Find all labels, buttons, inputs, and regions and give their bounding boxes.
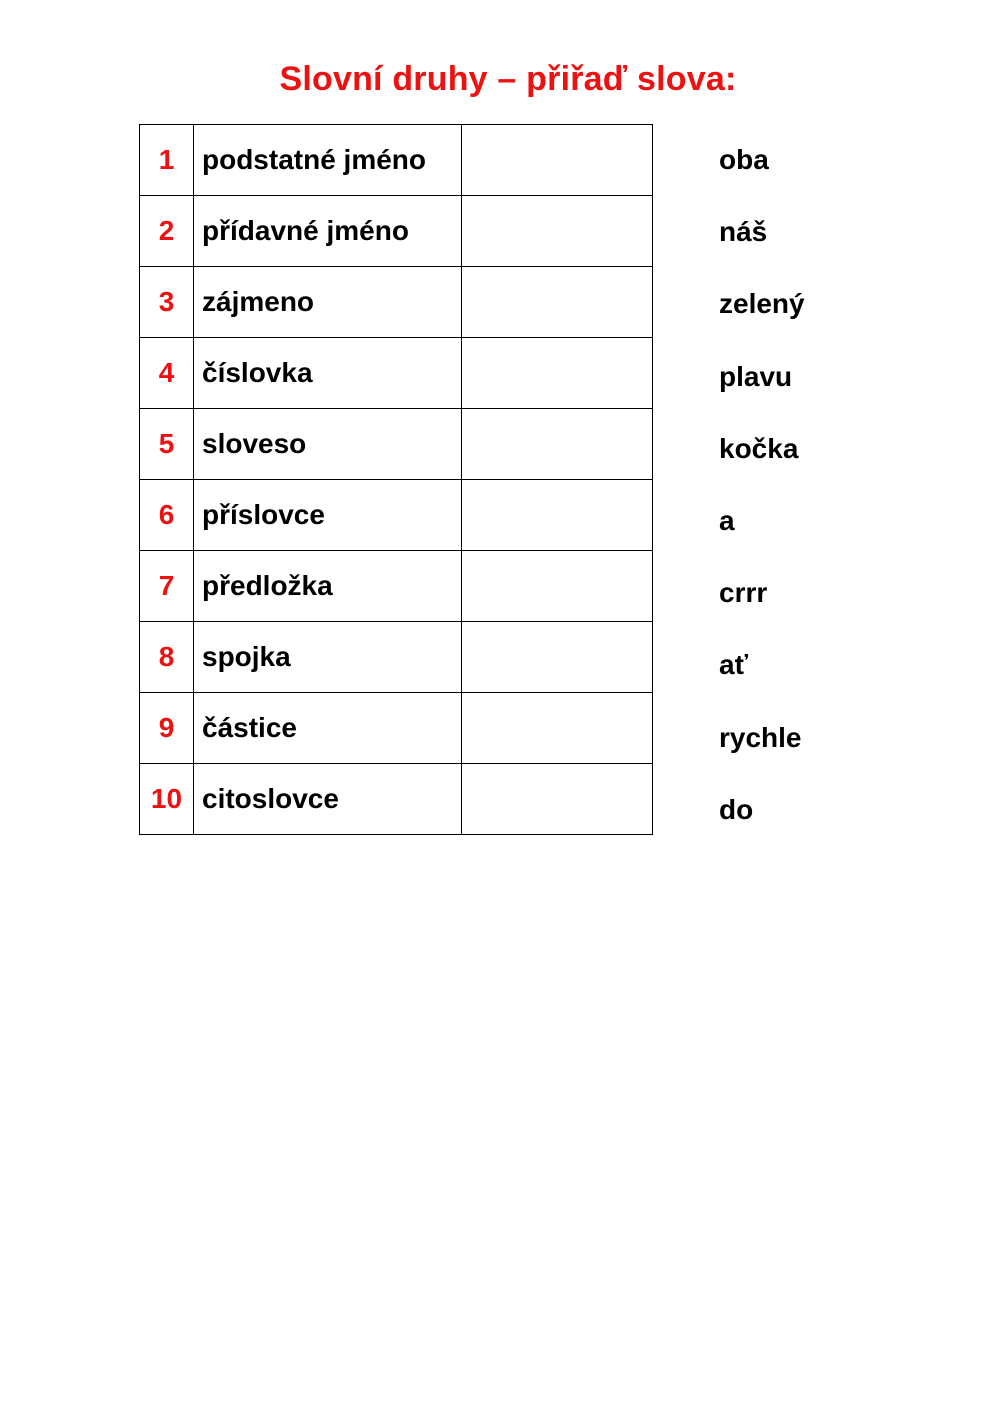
table-row [140, 409, 653, 480]
table-row [140, 480, 653, 551]
worksheet-title: Slovní druhy – přiřaď slova: [279, 60, 737, 98]
draggable-word[interactable]: crrr [719, 577, 768, 609]
row-number: 8 [140, 622, 194, 693]
row-number: 7 [140, 551, 194, 622]
table-row [140, 551, 653, 622]
draggable-word[interactable]: kočka [719, 432, 799, 464]
word-class-term: příslovce [194, 480, 462, 551]
answer-drop-cell[interactable] [462, 622, 653, 693]
answer-drop-cell[interactable] [462, 764, 653, 835]
answer-drop-cell[interactable] [462, 196, 653, 267]
word-class-term: sloveso [194, 409, 462, 480]
answer-drop-cell[interactable] [462, 125, 653, 196]
table-row [140, 622, 653, 693]
word-class-term: předložka [194, 551, 462, 622]
table-row [140, 338, 653, 409]
row-number: 4 [140, 338, 194, 409]
answer-drop-cell[interactable] [462, 267, 653, 338]
answer-drop-cell[interactable] [462, 480, 653, 551]
word-class-term: podstatné jméno [194, 125, 462, 196]
table-row [140, 125, 653, 196]
row-number: 9 [140, 693, 194, 764]
answer-drop-cell[interactable] [462, 409, 653, 480]
word-bank [719, 124, 805, 846]
answer-drop-cell[interactable] [462, 551, 653, 622]
row-number: 5 [140, 409, 194, 480]
word-class-term: přídavné jméno [194, 196, 462, 267]
draggable-word[interactable]: oba [719, 144, 769, 175]
draggable-word[interactable]: a [719, 504, 735, 536]
matching-table [139, 124, 653, 835]
draggable-word[interactable]: do [719, 793, 754, 825]
row-number: 3 [140, 267, 194, 338]
word-class-term: spojka [194, 622, 462, 693]
answer-drop-cell[interactable] [462, 693, 653, 764]
draggable-word[interactable]: rychle [719, 721, 802, 753]
row-number: 10 [140, 764, 194, 835]
word-class-term: číslovka [194, 338, 462, 409]
table-row [140, 196, 653, 267]
table-row [140, 693, 653, 764]
draggable-word[interactable]: plavu [719, 360, 793, 392]
word-class-term: citoslovce [194, 764, 462, 835]
word-class-term: zájmeno [194, 267, 462, 338]
draggable-word[interactable]: náš [719, 216, 768, 248]
row-number: 2 [140, 196, 194, 267]
row-number: 1 [140, 125, 194, 196]
table-row [140, 764, 653, 835]
draggable-word[interactable]: ať [719, 649, 748, 681]
word-class-term: částice [194, 693, 462, 764]
table-row [140, 267, 653, 338]
draggable-word[interactable]: zelený [719, 288, 805, 320]
answer-drop-cell[interactable] [462, 338, 653, 409]
row-number: 6 [140, 480, 194, 551]
